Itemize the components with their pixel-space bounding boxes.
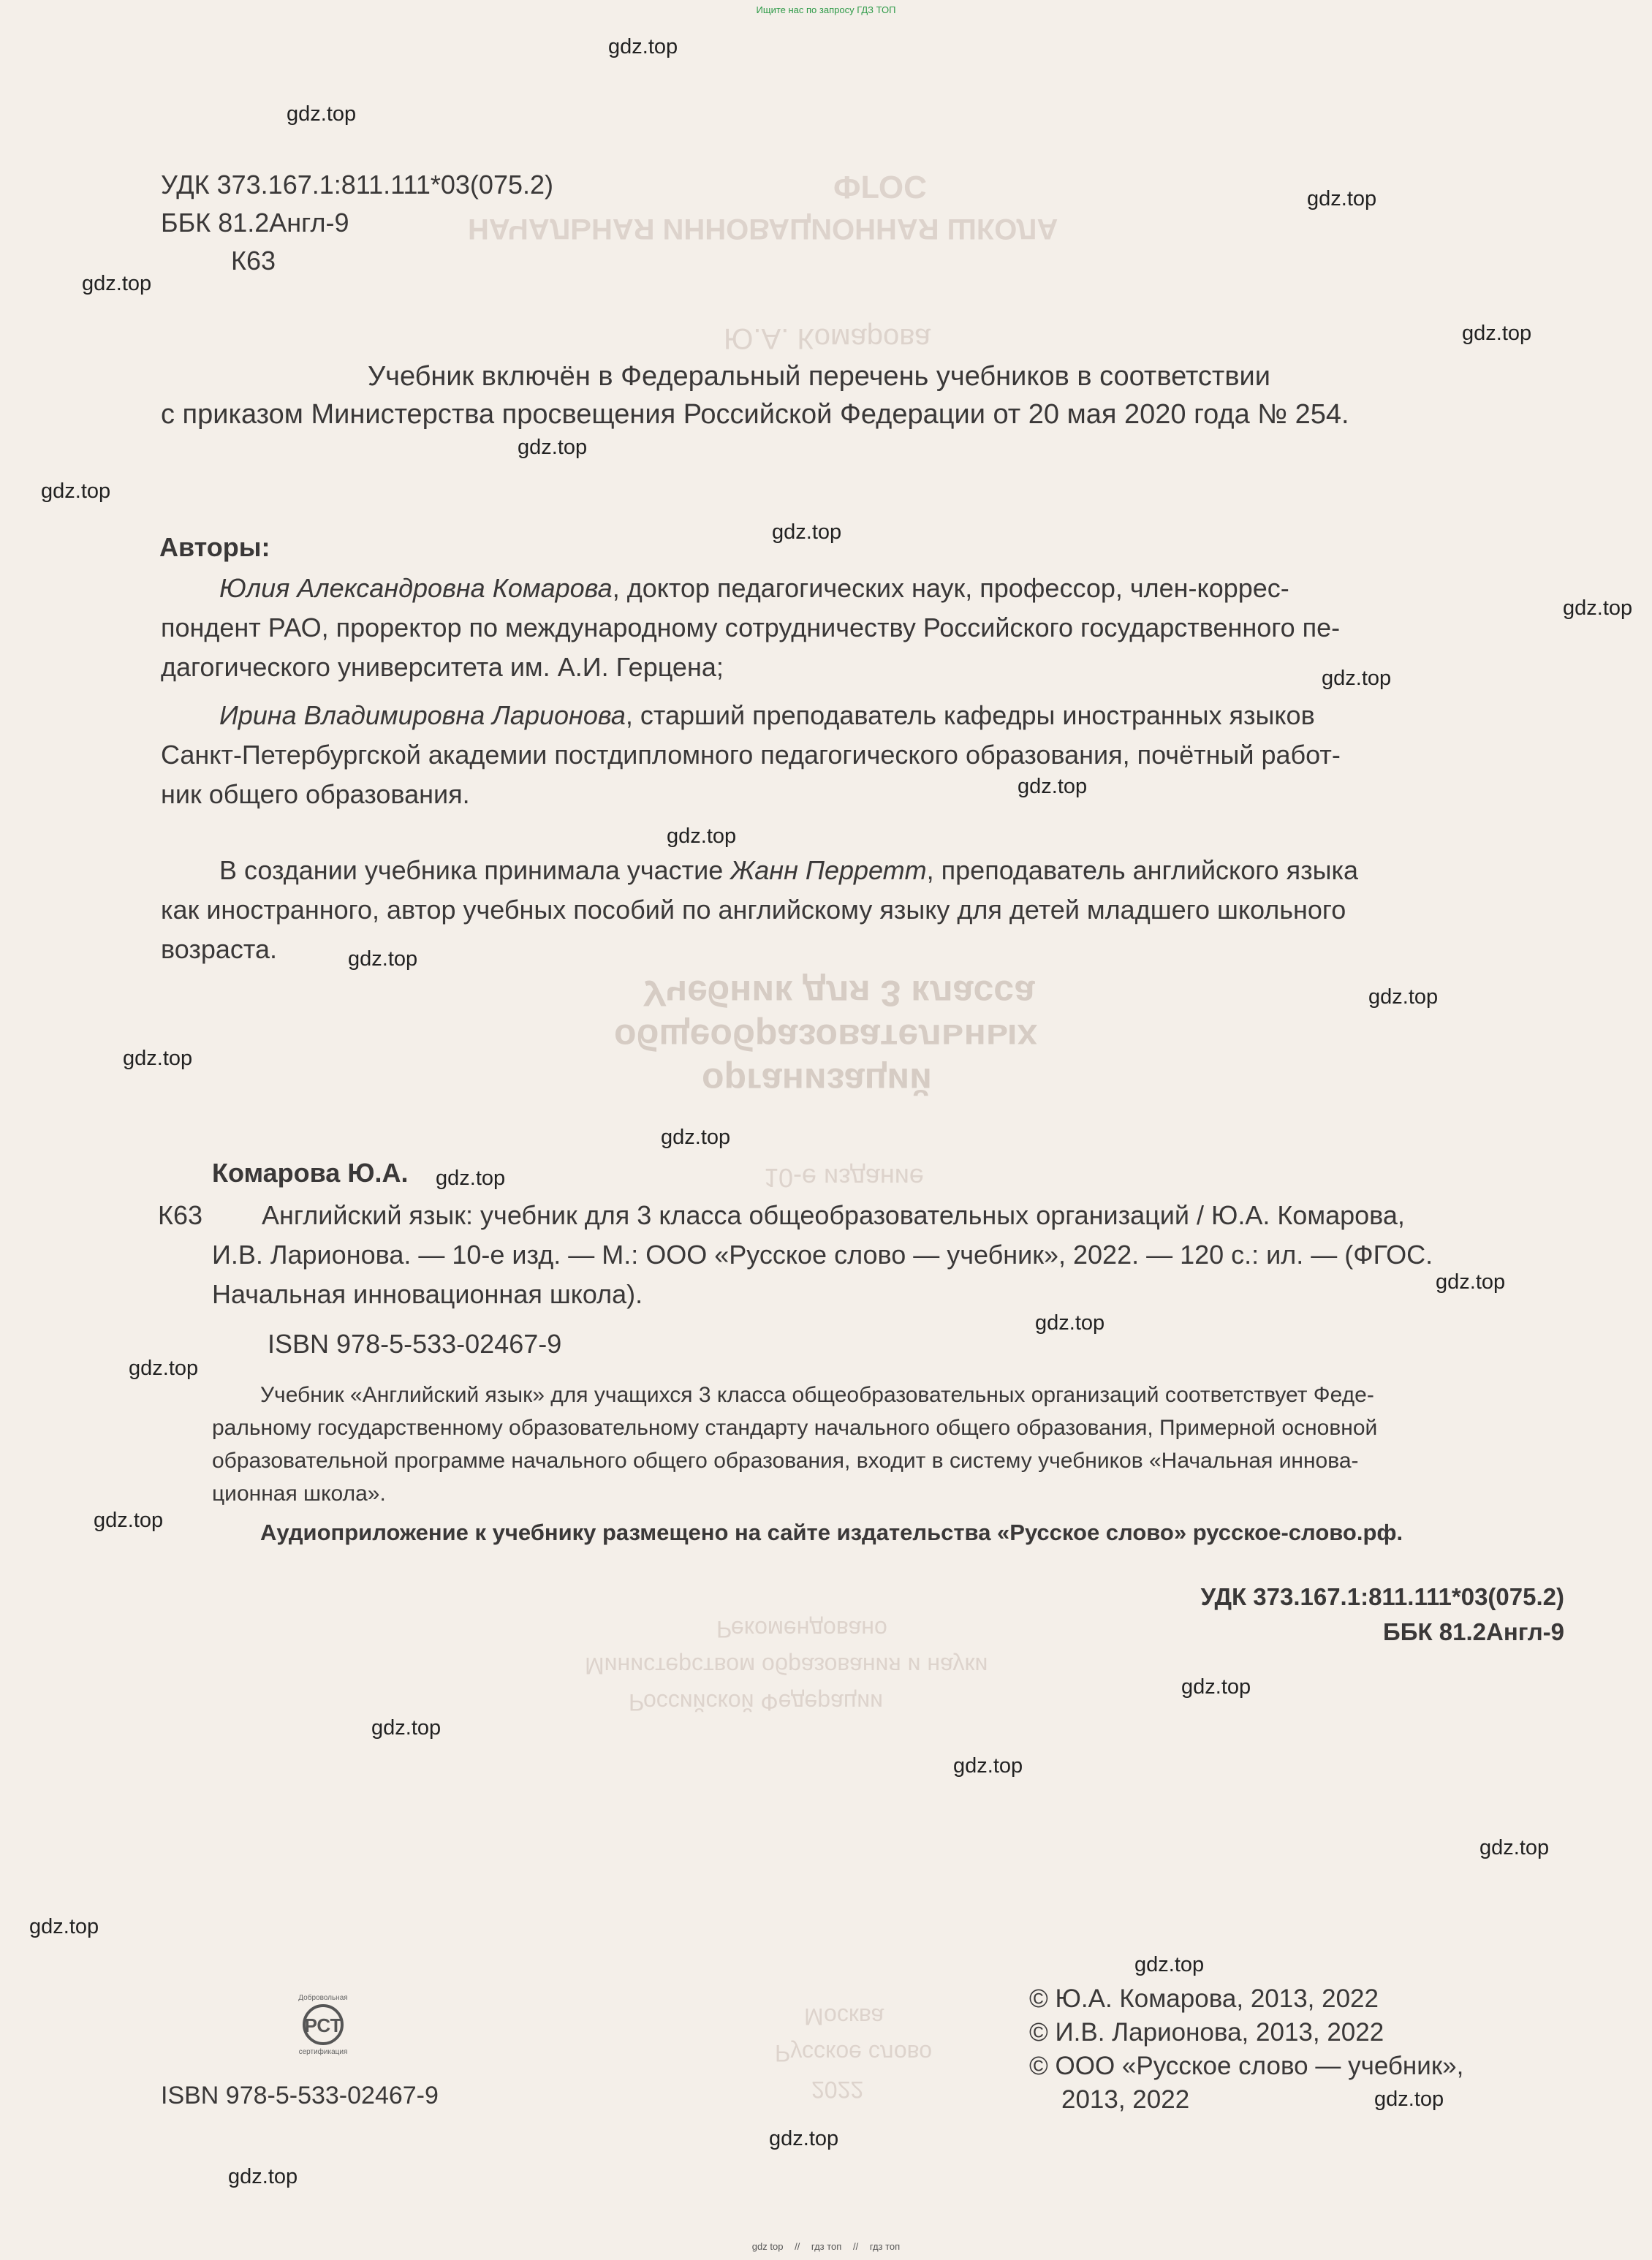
- watermark-link[interactable]: gdz.top: [1307, 187, 1377, 211]
- ghost-text: 2022: [811, 2077, 864, 2103]
- watermark-link[interactable]: gdz.top: [1462, 322, 1532, 345]
- author-1-line-3: дагогического университета им. А.И. Герцена;: [161, 652, 724, 682]
- watermark-link[interactable]: gdz.top: [1368, 985, 1439, 1009]
- approval-line-1: Учебник включён в Федеральный перечень учебников в соответствии: [368, 361, 1270, 392]
- catalog-bbk: ББК 81.2Англ-9: [1383, 1618, 1564, 1645]
- certification-mark-icon: [287, 1987, 360, 2060]
- catalog-note-line-4: ционная школа».: [212, 1482, 386, 1506]
- participation-line-2: как иностранного, автор учебных пособий по английскому языку для детей младшего школьного: [161, 895, 1346, 925]
- ghost-text: НАЧАЛЬНАЯ ИННОВАЦИОННАЯ ШКОЛА: [468, 213, 1058, 245]
- catalog-note-line-2: ральному государственному образовательному стандарту начального общего образования, Примерной основной: [212, 1416, 1378, 1440]
- ghost-text: Учебник для 3 класса: [643, 973, 1035, 1014]
- footer-isbn: ISBN 978-5-533-02467-9: [161, 2082, 439, 2109]
- copyright-line-2: © И.В. Ларионова, 2013, 2022: [1029, 2018, 1384, 2047]
- author-1-line-1: [219, 569, 1289, 608]
- watermark-link[interactable]: gdz.top: [228, 2165, 298, 2188]
- bottom-banner: [0, 2241, 1652, 2252]
- author-2-text: , старший преподаватель кафедры иностранных языков: [625, 700, 1315, 730]
- ghost-text: Рекомендовано: [716, 1616, 887, 1642]
- watermark-link[interactable]: gdz.top: [1374, 2088, 1444, 2111]
- catalog-udk: УДК 373.167.1:811.111*03(075.2): [1200, 1583, 1564, 1610]
- bottom-banner-link[interactable]: гдз топ: [811, 2241, 842, 2252]
- watermark-link[interactable]: gdz.top: [667, 824, 737, 848]
- watermark-link[interactable]: gdz.top: [1134, 1953, 1205, 1976]
- ghost-text: организаций: [702, 1061, 932, 1101]
- watermark-link[interactable]: gdz.top: [953, 1754, 1023, 1778]
- watermark-link[interactable]: gdz.top: [436, 1167, 506, 1190]
- ghost-text: Российской Федерации: [629, 1689, 883, 1715]
- author-2-line-2: Санкт-Петербургской академии постдипломного педагогического образования, почётный работ-: [161, 740, 1341, 770]
- copyright-line-1: © Ю.А. Комарова, 2013, 2022: [1029, 1984, 1379, 2013]
- copyright-line-3: © ООО «Русское слово — учебник»,: [1029, 2052, 1464, 2080]
- watermark-link[interactable]: gdz.top: [348, 947, 418, 971]
- catalog-code: К63: [158, 1200, 203, 1230]
- authors-heading: Авторы:: [159, 532, 270, 562]
- author-1-line-2: пондент РАО, проректор по международному сотрудничеству Российского государственного пе-: [161, 613, 1341, 642]
- watermark-link[interactable]: gdz.top: [123, 1047, 193, 1070]
- bbk-code: ББК 81.2Англ-9: [161, 208, 349, 238]
- author-2-name: Ирина Владимировна Ларионова: [219, 700, 626, 730]
- watermark-link[interactable]: gdz.top: [1018, 775, 1088, 798]
- watermark-link[interactable]: gdz.top: [1181, 1675, 1251, 1699]
- author-2-line-1: [219, 696, 1315, 735]
- bottom-banner-separator: //: [795, 2241, 800, 2252]
- watermark-link[interactable]: gdz.top: [287, 102, 357, 126]
- watermark-link[interactable]: gdz.top: [1322, 667, 1392, 690]
- ghost-text: Ю.А. Комарова: [724, 322, 931, 354]
- author-2-line-3: ник общего образования.: [161, 779, 470, 809]
- catalog-line-3: Начальная инновационная школа).: [212, 1279, 643, 1309]
- catalog-note-line-1: Учебник «Английский язык» для учащихся 3 класса общеобразовательных организаций соответствует Феде-: [260, 1383, 1374, 1407]
- watermark-link[interactable]: gdz.top: [94, 1509, 164, 1532]
- certification-top-text: Добровольная: [298, 1994, 348, 2002]
- watermark-link[interactable]: gdz.top: [608, 35, 678, 58]
- ghost-text: Москва: [804, 2003, 884, 2030]
- ghost-text: общеобразовательных: [614, 1017, 1038, 1058]
- catalog-line-1: Английский язык: учебник для 3 класса общеобразовательных организаций / Ю.А. Комарова,: [262, 1200, 1405, 1230]
- watermark-link[interactable]: gdz.top: [1436, 1270, 1506, 1294]
- catalog-author: Комарова Ю.А.: [212, 1158, 409, 1188]
- audio-supplement-note: Аудиоприложение к учебнику размещено на сайте издательства «Русское слово» русское-слово.рф.: [260, 1520, 1403, 1545]
- watermark-link[interactable]: gdz.top: [1563, 596, 1633, 620]
- copyright-line-4: 2013, 2022: [1061, 2085, 1190, 2114]
- certification-mark: РСТ: [304, 2014, 342, 2036]
- watermark-link[interactable]: gdz.top: [772, 520, 842, 544]
- top-banner-link[interactable]: Ищите нас по запросу ГДЗ ТОП: [756, 4, 896, 15]
- catalog-note-line-3: образовательной программе начального общего образования, входит в систему учебников «Начальная иннова-: [212, 1449, 1359, 1473]
- watermark-link[interactable]: gdz.top: [371, 1716, 442, 1740]
- ghost-text: ФГОС: [833, 169, 927, 205]
- participation-text: В создании учебника принимала участие: [219, 855, 731, 885]
- participation-text: , преподаватель английского языка: [926, 855, 1359, 885]
- contributor-name: Жанн Перретт: [730, 855, 927, 885]
- ghost-text: Министерством образования и науки: [585, 1653, 988, 1679]
- author-1-name: Юлия Александровна Комарова: [219, 573, 613, 603]
- bottom-banner-link[interactable]: гдз топ: [869, 2241, 901, 2252]
- udk-code: УДК 373.167.1:811.111*03(075.2): [161, 170, 553, 200]
- watermark-link[interactable]: gdz.top: [1479, 1836, 1550, 1859]
- watermark-link[interactable]: gdz.top: [518, 436, 588, 459]
- participation-line-1: [219, 851, 1358, 890]
- bottom-banner-separator: //: [852, 2241, 859, 2252]
- catalog-isbn: ISBN 978-5-533-02467-9: [268, 1329, 562, 1359]
- certification-bottom-text: сертификация: [298, 2048, 348, 2056]
- watermark-link[interactable]: gdz.top: [29, 1915, 99, 1938]
- author-1-text: , доктор педагогических наук, профессор, член-коррес-: [612, 573, 1289, 603]
- watermark-link[interactable]: gdz.top: [661, 1126, 731, 1149]
- watermark-link[interactable]: gdz.top: [41, 479, 111, 503]
- watermark-link[interactable]: gdz.top: [769, 2127, 839, 2150]
- ghost-text: 10-е издание: [764, 1163, 924, 1193]
- watermark-link[interactable]: gdz.top: [129, 1357, 199, 1380]
- bottom-banner-link[interactable]: gdz top: [751, 2241, 784, 2252]
- watermark-link[interactable]: gdz.top: [1035, 1311, 1105, 1335]
- author-sign-code: К63: [231, 246, 276, 276]
- catalog-line-2: И.В. Ларионова. — 10-е изд. — М.: ООО «Русское слово — учебник», 2022. — 120 с.: ил. — (ФГОС.: [212, 1240, 1433, 1270]
- participation-line-3: возраста.: [161, 934, 277, 964]
- ghost-text: Русское слово: [775, 2040, 933, 2066]
- approval-line-2: с приказом Министерства просвещения Российской Федерации от 20 мая 2020 года № 254.: [161, 399, 1349, 430]
- watermark-link[interactable]: gdz.top: [82, 272, 152, 295]
